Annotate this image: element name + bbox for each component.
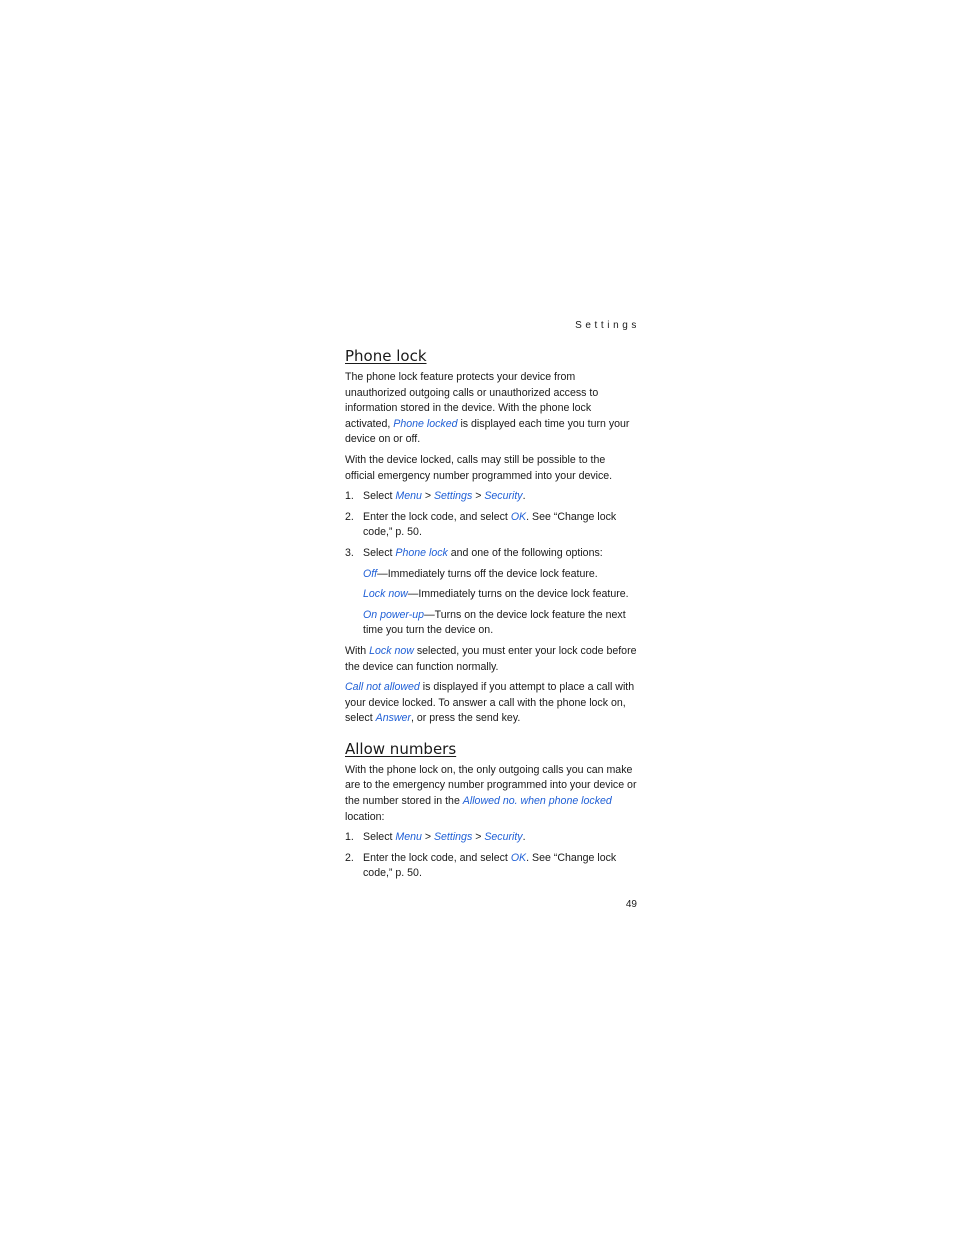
term-ok: OK: [510, 510, 527, 523]
list-item: 3. Select Phone lock and one of the following options:: [345, 546, 603, 559]
paragraph: With the device locked, calls may still be possible to the official emergency number programmed into your device.: [345, 453, 613, 482]
term-lock-now: Lock now: [369, 644, 414, 657]
section-title-phone-lock: Phone lock: [345, 347, 427, 365]
steps-list: [345, 830, 637, 882]
page-number: 49: [625, 899, 637, 910]
steps-list: [345, 489, 637, 561]
term-menu: Menu: [395, 831, 422, 844]
term-security: Security: [484, 831, 523, 844]
list-item: 1. Select Menu > Settings > Security.: [345, 490, 526, 503]
section-title-allow-numbers: Allow numbers: [345, 739, 457, 758]
running-head: Settings: [575, 320, 640, 331]
paragraph: With Lock now selected, you must enter your lock code before the device can function normally.: [345, 644, 637, 673]
paragraph: With the phone lock on, the only outgoing calls you can make are to the emergency number programmed into your device or the number stored in the Allowed no. when phone locked location:: [345, 763, 637, 823]
term-ok: OK: [510, 851, 527, 864]
term-settings: Settings: [433, 831, 473, 844]
paragraph: The phone lock feature protects your device from unauthorized outgoing calls or unauthorized access to information stored in the device. With the phone lock activated, Phone locked is displayed each time you turn your device on or off.: [345, 371, 630, 446]
option-on-power-up: On power-up—Turns on the device lock feature the next time you turn the device on.: [363, 608, 626, 637]
list-item: 1. Select Menu > Settings > Security.: [345, 831, 526, 844]
term-answer: Answer: [375, 712, 411, 725]
list-item: 2. Enter the lock code, and select OK. See “Change lock code,” p. 50.: [345, 510, 617, 539]
term-phone-lock: Phone lock: [395, 546, 448, 559]
option-lock-now: Lock now—Immediately turns on the device lock feature.: [363, 588, 629, 601]
option-off: Off—Immediately turns off the device lock feature.: [363, 567, 598, 580]
document-page: [345, 318, 640, 887]
term-menu: Menu: [395, 490, 422, 503]
term-phone-locked: Phone locked: [393, 417, 458, 430]
term-allowed-no: Allowed no. when phone locked: [462, 795, 612, 808]
paragraph: Call not allowed is displayed if you attempt to place a call with your device locked. To answer a call with the phone lock on, select Answer, or press the send key.: [345, 681, 635, 725]
term-settings: Settings: [433, 490, 473, 503]
term-security: Security: [484, 490, 523, 503]
term-call-not-allowed: Call not allowed: [345, 681, 420, 694]
list-item: 2. Enter the lock code, and select OK. See “Change lock code,” p. 50.: [345, 851, 617, 880]
